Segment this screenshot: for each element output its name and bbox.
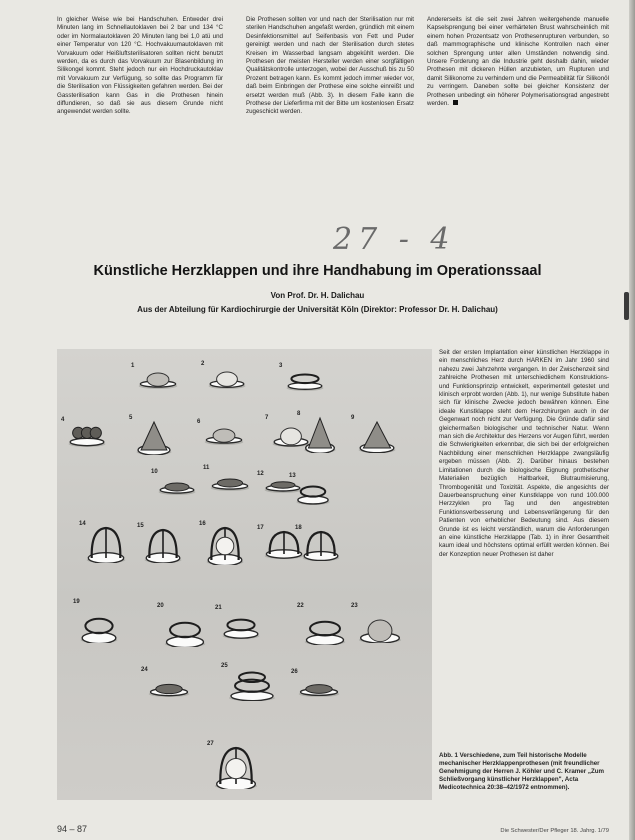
valve-prosthesis-image [297, 673, 341, 697]
top-column-left-text: In gleicher Weise wie bei Handschuhen. Entweder drei Minuten lang im Schnellautoklaven bei 2 bar und 134 °C oder im Normalautoklaven 20 Minuten lang bei 1,0 atü und einer Temperatur von 120 °C. Hochvakuumautoklaven mit Vorvakuum oder Heißluftsterilisatoren sollten nicht benutzt werden, da es durch das Vorvakuum zur Blasenbildung im Silikongel kommt. Steht jedoch nur ein Hochdruckautoklav mit Vorvakuum zur Verfügung, so sollte das Programm für die Sterilisation von Flüssigkeiten gefahren werden. Bei der Gassterilisation kann Gas in die Prothesen hinein diffundieren, so daß sie aus diesem Grunde nicht angewendet werden sollte. [57, 16, 223, 116]
figure-caption: Abb. 1 Verschiedene, zum Teil historische Modelle mechanischer Herzklappenprothesen (mit freundlicher Genehmigung der Herren J. Köhler und C. Kramer „Zum Schließvorgang künstlicher Herzklappen", Acta Medicotechnica 20:38–42/1972 entnommen). [439, 752, 605, 791]
valve-prosthesis-image [135, 419, 173, 455]
figure-label: 20 [157, 603, 164, 609]
figure-label: 16 [199, 521, 206, 527]
valve-prosthesis-image [295, 477, 331, 505]
top-column-middle [246, 16, 414, 117]
figure-valve-photographs [57, 349, 432, 800]
article-affiliation: Aus der Abteilung für Kardiochirurgie der Universität Köln (Direktor: Professor Dr. H. Dalichau) [137, 305, 498, 314]
valve-prosthesis-image [213, 745, 259, 789]
figure-label: 4 [61, 417, 65, 423]
page-edge-shadow [629, 0, 635, 840]
figure-label: 1 [131, 363, 135, 369]
valve-prosthesis-image [163, 607, 207, 647]
figure-label: 26 [291, 669, 298, 675]
top-column-right-text [427, 16, 609, 108]
figure-label: 14 [79, 521, 86, 527]
valve-prosthesis-image [67, 421, 107, 447]
figure-label: 27 [207, 741, 214, 747]
figure-label: 11 [203, 465, 210, 471]
binding-mark [624, 292, 629, 320]
valve-prosthesis-image [285, 367, 325, 391]
figure-label: 23 [351, 603, 358, 609]
valve-prosthesis-image [227, 667, 277, 701]
figure-label: 21 [215, 605, 222, 611]
valve-prosthesis-image [147, 671, 191, 697]
page-number: 94 – 87 [57, 824, 88, 834]
journal-info: Die Schwester/Der Pfleger 18. Jahrg. 1/79 [500, 828, 609, 834]
valve-prosthesis-image [303, 607, 347, 645]
top-column-right [427, 16, 609, 108]
figure-label: 8 [297, 411, 301, 417]
figure-label: 3 [279, 363, 283, 369]
article-body-column [439, 349, 609, 559]
valve-prosthesis-image [203, 423, 245, 445]
figure-label: 7 [265, 415, 269, 421]
valve-prosthesis-image [79, 603, 119, 643]
figure-label: 18 [295, 525, 302, 531]
valve-prosthesis-image [263, 529, 305, 559]
figure-label: 10 [151, 469, 158, 475]
valve-prosthesis-image [303, 415, 337, 453]
handwritten-note: 27 - 4 [333, 222, 456, 257]
figure-label: 9 [351, 415, 355, 421]
valve-prosthesis-image [143, 527, 183, 563]
figure-label: 15 [137, 523, 144, 529]
figure-label: 2 [201, 361, 205, 367]
article-body-text: Seit der ersten Implantation einer künstlichen Herzklappe in ein menschliches Herz durch HARKEN im Jahr 1960 sind nahezu zwei Jahrzehnte vergangen. In der Zwischenzeit sind zahlreiche Prothesen mit unterschiedlichem Konstruktions- und Funktionsprinzip entwickelt, experimentell getestet und klinisch erprobt worden (Abb. 1), nur wenige Substitute haben sich für klinische Zwecke jedoch bewähren können. Eine ideale Kunstklappe steht dem Herzchirurgen auch in der Gegenwart noch nicht zur Verfügung. Die Gründe dafür sind gleichermaßen biologischer und technischer Natur. Wenn man sich die Architektur des Herzens vor Augen führt, werden die Schwierigkeiten erkennbar, die sich bei der erfolgreichen Nachbildung einer menschlichen Herzklappe zwangsläufig ergeben müssen (Abb. 2). Darüber hinaus bestehen Limitationen durch die biologische Eignung prothetischer Materialien bezüglich Haltbarkeit, Blutraumisierung, Thrombogenität und Toxizität. Aspekte, die angesichts der Dauerbeanspruchung einer Kunstklappe von rund 100.000 Herzzyklen pro Tag und den angestrebten Funktionsverbesserung und Lebensverlängerung für den Patienten von erheblicher Bedeutung sind. Aus diesem Grunde ist es leicht verständlich, warum die Anforderungen an eine künstliche Herzklappe (Tab. 1) in ihrer Gesamtheit kaum ideal und höchstens optimal erfüllt werden können. Bei der Konzeption neuer Prothesen ist daher [439, 349, 609, 558]
figure-label: 12 [257, 471, 264, 477]
figure-label: 25 [221, 663, 228, 669]
figure-label: 19 [73, 599, 80, 605]
valve-prosthesis-image [357, 419, 397, 453]
figure-label: 5 [129, 415, 133, 421]
valve-prosthesis-image [207, 365, 247, 389]
valve-prosthesis-image [85, 525, 127, 563]
top-column-left [57, 16, 223, 117]
top-column-right-content: Andererseits ist die seit zwei Jahren weitergehende manuelle Kapselsprengung bei einer verhärteten Brust wahrscheinlich mit einem hohen Prozentsatz von Prothesenrupturen verbunden, so daß mammographische und klinische Kontrollen nach einer solchen Sprengung unter allen Umständen notwendig sind. Unsere Forderung an die Industrie geht deshalb dahin, wieder Prothesen mit dickeren Hüllen anzubieten, um Rupturen und damit Silikonome zu verhindern und die Permeabilität für Silikonöl zu verringern. Daneben sollte bei gleicher Konsistenz der Prothesen unbedingt ein höherer Polymerisationsgrad angestrebt werden. [427, 16, 609, 108]
valve-prosthesis-image [357, 607, 403, 643]
valve-prosthesis-image [137, 367, 179, 389]
valve-prosthesis-image [209, 469, 251, 491]
figure-label: 24 [141, 667, 148, 673]
figure-label: 6 [197, 419, 201, 425]
figure-label: 22 [297, 603, 304, 609]
article-title: Künstliche Herzklappen und ihre Handhabung im Operationssaal [93, 263, 542, 279]
top-column-middle-text: Die Prothesen sollten vor und nach der Sterilisation nur mit sterilen Handschuhen angefaßt werden, gründlich mit einem Desinfektionsmittel auf Seifenbasis von Fett und Puder gereinigt werden und nach der Sterilisation durch stetes Kreisen im Wasserbad langsam abgekühlt werden. Die Prothesen der meisten Hersteller werden einer sorgfältigen Qualitätskontrolle unterzogen, wobei der Ausschuß bis zu 50 Prozent betragen kann. Es kommt jedoch immer wieder vor, daß beim Einbringen der Prothese eine solche einreißt und ersetzt werden muß (Abb. 3). In diesem Falle kann die Prothese der Lieferfirma mit der Bitte um kostenlosen Ersatz zugeschickt werden. [246, 16, 414, 116]
article-author: Von Prof. Dr. H. Dalichau [270, 291, 365, 300]
valve-prosthesis-image [221, 609, 261, 639]
figure-label: 13 [289, 473, 296, 479]
valve-prosthesis-image [157, 473, 197, 495]
valve-prosthesis-image [205, 525, 245, 565]
figure-label: 17 [257, 525, 264, 531]
end-of-article-mark [453, 100, 458, 105]
valve-prosthesis-image [301, 529, 341, 561]
